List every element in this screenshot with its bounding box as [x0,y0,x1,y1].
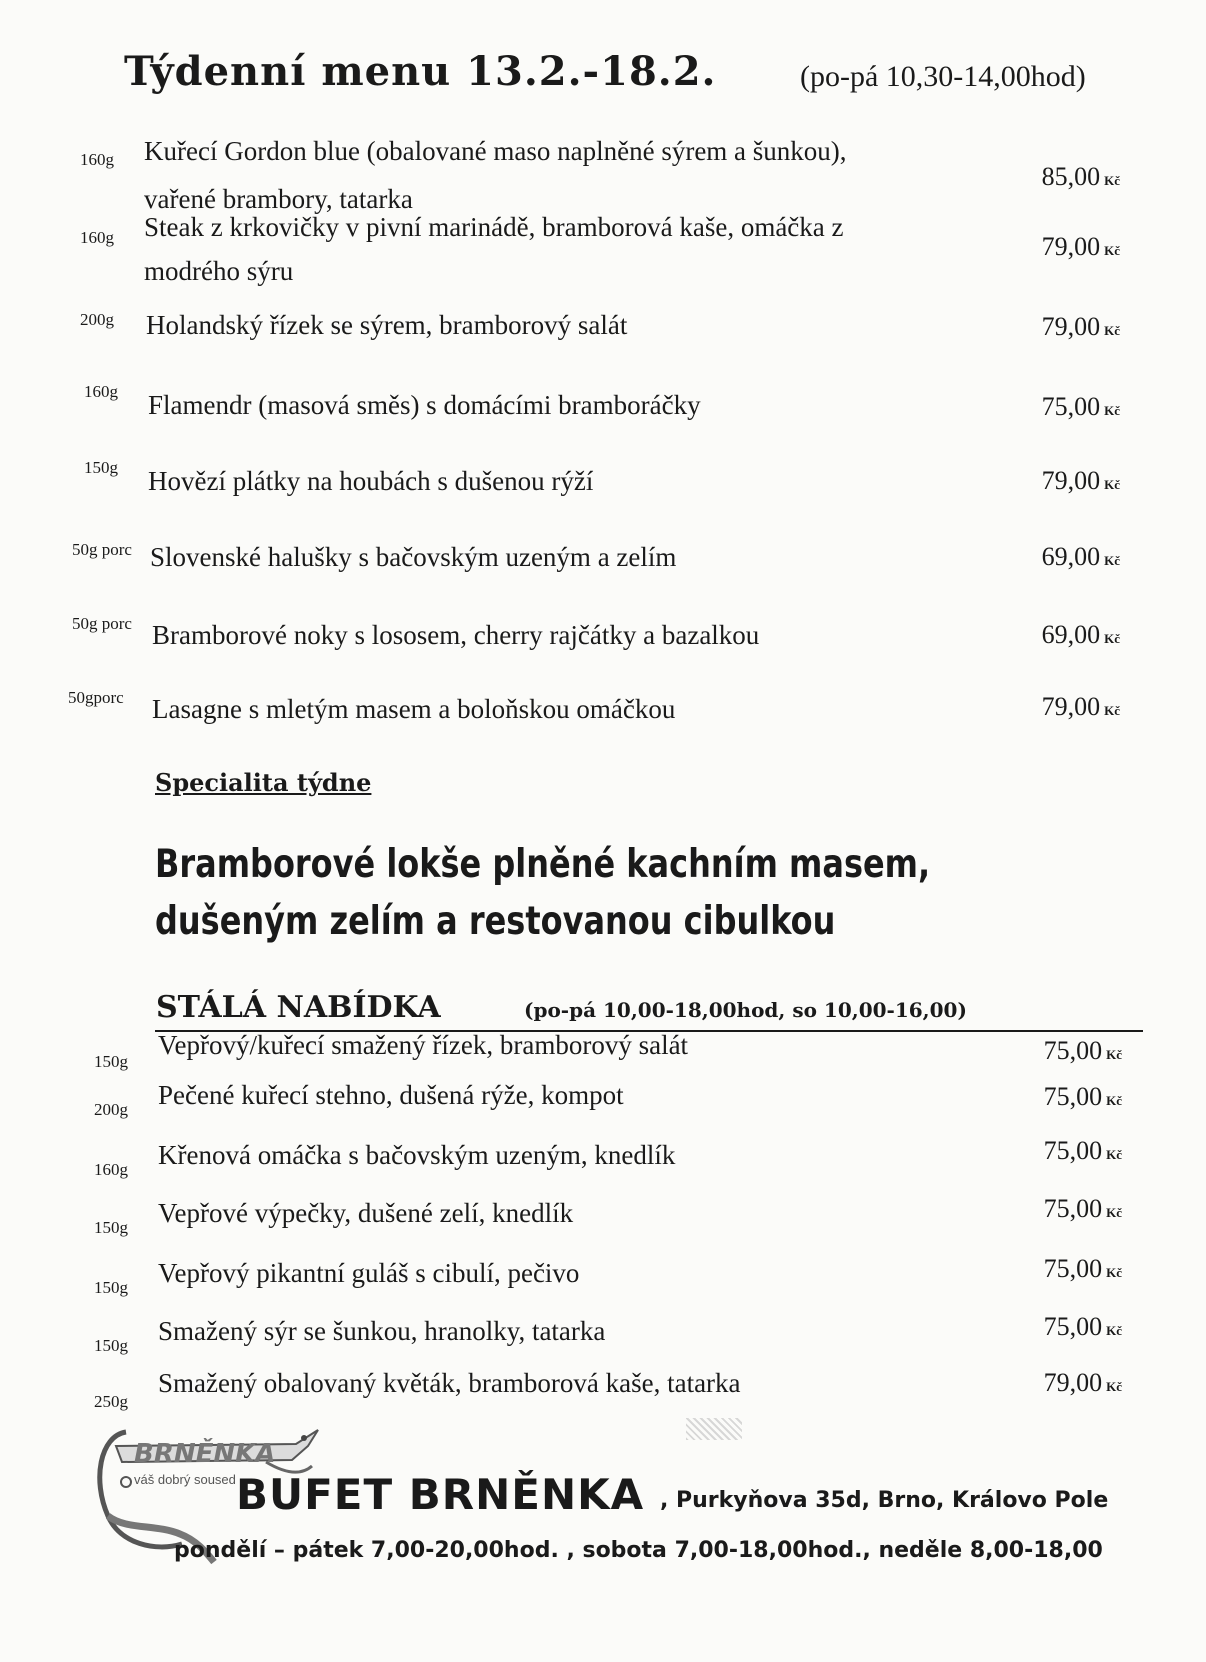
item-weight: 50g porc [72,614,132,633]
item-weight: 200g [94,1100,128,1119]
logo-slogan: váš dobrý soused [134,1472,236,1487]
bufet-address: , Purkyňova 35d, Brno, Královo Pole [660,1488,1109,1513]
item-price: 75,00 Kč [1043,1136,1122,1165]
item-name: Steak z krkovičky v pivní marinádě, bramborová kaše, omáčka z [144,212,844,242]
item-price: 75,00 Kč [1043,1082,1122,1111]
item-price: 75,00 Kč [1043,1036,1122,1065]
item-price: 79,00 Kč [1041,232,1120,261]
item-name: Holandský řízek se sýrem, bramborový salát [146,310,628,340]
item-price: 75,00 Kč [1043,1194,1122,1223]
item-price: 75,00 Kč [1041,392,1120,421]
item-weight: 50gporc [68,688,124,707]
logo-badge-icon [121,1477,131,1487]
bufet-name: BUFET BRNĚNKA [236,1470,645,1519]
scan-speck [686,1418,742,1440]
item-weight: 160g [84,382,118,401]
item-name-cont: vařené brambory, tatarka [144,184,413,214]
special-dish-line1: Bramborové lokše plněné kachním masem, [155,842,931,887]
bufet-hours: pondělí – pátek 7,00-20,00hod. , sobota 7,00-18,00hod., neděle 8,00-18,00 [174,1538,1103,1563]
item-name: Flamendr (masová směs) s domácími bramboráčky [148,390,701,420]
item-price: 79,00 Kč [1041,466,1120,495]
item-name: Pečené kuřecí stehno, dušená rýže, kompot [158,1080,624,1110]
item-weight: 150g [84,458,118,477]
item-name-cont: modrého sýru [144,256,294,286]
stala-hours: (po-pá 10,00-18,00hod, so 10,00-16,00) [524,998,967,1022]
item-price: 79,00 Kč [1043,1368,1122,1397]
item-weight: 150g [94,1218,128,1237]
item-weight: 150g [94,1278,128,1297]
item-weight: 160g [80,150,114,169]
logo-text: BRNĚNKA [134,1439,276,1469]
item-price: 79,00 Kč [1041,312,1120,341]
item-price: 85,00 Kč [1041,162,1120,191]
item-name: Hovězí plátky na houbách s dušenou rýží [148,466,594,496]
item-weight: 150g [94,1052,128,1071]
menu-hours: (po-pá 10,30-14,00hod) [800,60,1086,93]
stala-title: STÁLÁ NABÍDKA [156,990,441,1025]
special-dish-line2: dušeným zelím a restovanou cibulkou [155,899,836,944]
item-name: Kuřecí Gordon blue (obalované maso naplněné sýrem a šunkou), [144,136,847,166]
item-price: 69,00 Kč [1041,620,1120,649]
item-name: Smažený obalovaný květák, bramborová kaše, tatarka [158,1368,741,1398]
special-label: Specialita týdne [155,768,372,797]
item-name: Vepřové výpečky, dušené zelí, knedlík [158,1198,574,1228]
item-name: Vepřový pikantní guláš s cibulí, pečivo [158,1258,580,1288]
item-name: Křenová omáčka s bačovským uzeným, knedlík [158,1140,676,1170]
item-name: Lasagne s mletým masem a boloňskou omáčkou [152,694,676,724]
item-weight: 200g [80,310,114,329]
item-price: 75,00 Kč [1043,1254,1122,1283]
item-name: Bramborové noky s lososem, cherry rajčátky a bazalkou [152,620,760,650]
item-weight: 150g [94,1336,128,1355]
item-weight: 50g porc [72,540,132,559]
item-weight: 160g [80,228,114,247]
item-price: 79,00 Kč [1041,692,1120,721]
item-name: Slovenské halušky s bačovským uzeným a zelím [150,542,677,572]
item-weight: 250g [94,1392,128,1411]
item-name: Smažený sýr se šunkou, hranolky, tatarka [158,1316,606,1346]
item-price: 69,00 Kč [1041,542,1120,571]
menu-title: Týdenní menu 13.2.-18.2. [124,48,717,95]
special-dish [155,836,930,950]
item-weight: 160g [94,1160,128,1179]
item-name: Vepřový/kuřecí smažený řízek, bramborový salát [158,1030,689,1060]
item-price: 75,00 Kč [1043,1312,1122,1341]
